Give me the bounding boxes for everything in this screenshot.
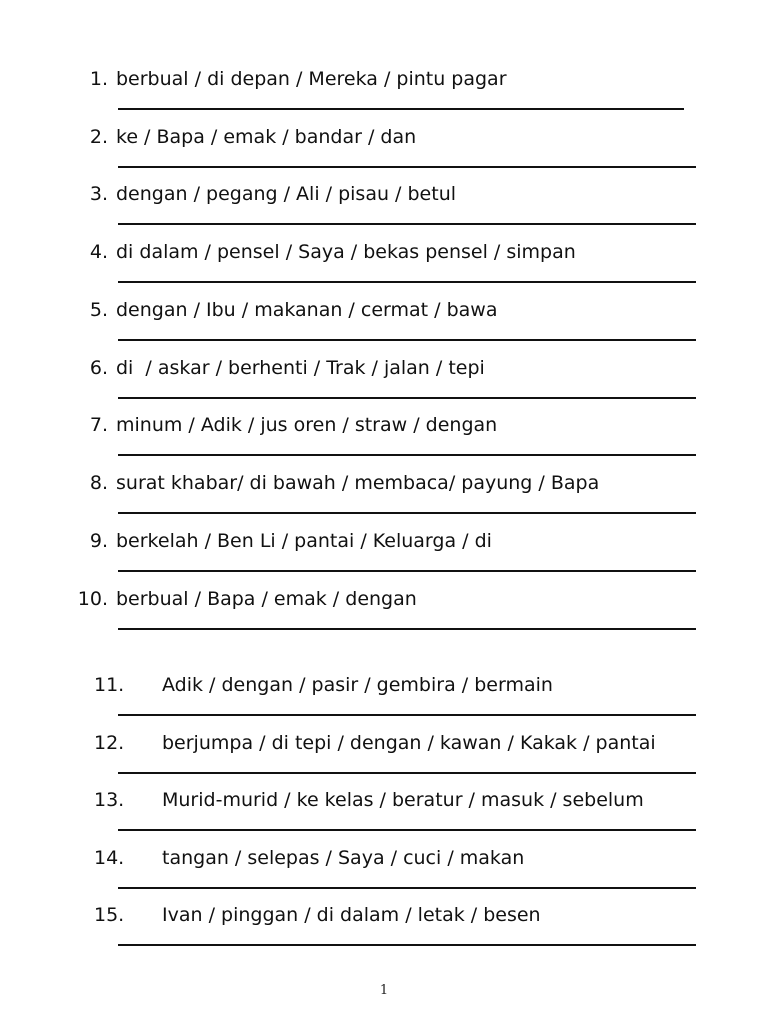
- exercise-item-12: [0, 730, 768, 788]
- item-number: 5.: [89, 299, 108, 321]
- answer-line[interactable]: [118, 223, 696, 225]
- item-number: 12.: [94, 732, 125, 754]
- item-word-list: surat khabar/ di bawah / membaca/ payung / Bapa: [116, 472, 600, 494]
- item-word-list: berbual / di depan / Mereka / pintu pagar: [116, 68, 507, 90]
- exercise-item-15: [0, 902, 768, 960]
- item-number: 8.: [89, 472, 108, 494]
- answer-line[interactable]: [118, 397, 696, 399]
- item-number: 14.: [94, 847, 125, 869]
- item-word-list: Adik / dengan / pasir / gembira / bermain: [162, 674, 553, 696]
- item-number: 1.: [89, 68, 108, 90]
- answer-line[interactable]: [118, 829, 696, 831]
- item-word-list: tangan / selepas / Saya / cuci / makan: [162, 847, 525, 869]
- exercise-item-8: [0, 470, 768, 528]
- exercise-item-7: [0, 412, 768, 470]
- item-word-list: ke / Bapa / emak / bandar / dan: [116, 126, 417, 148]
- item-word-list: dengan / Ibu / makanan / cermat / bawa: [116, 299, 498, 321]
- item-number: 6.: [89, 357, 108, 379]
- exercise-item-11: [0, 672, 768, 730]
- item-word-list: minum / Adik / jus oren / straw / dengan: [116, 414, 498, 436]
- exercise-item-6: [0, 355, 768, 413]
- exercise-item-14: [0, 845, 768, 903]
- item-number: 11.: [94, 674, 125, 696]
- answer-line[interactable]: [118, 281, 696, 283]
- item-number: 7.: [89, 414, 108, 436]
- item-word-list: di dalam / pensel / Saya / bekas pensel / simpan: [116, 241, 576, 263]
- item-word-list: dengan / pegang / Ali / pisau / betul: [116, 183, 457, 205]
- answer-line[interactable]: [118, 339, 696, 341]
- item-word-list: berkelah / Ben Li / pantai / Keluarga / di: [116, 530, 492, 552]
- item-word-list: di / askar / berhenti / Trak / jalan / tepi: [116, 357, 485, 379]
- exercise-item-1: [0, 66, 768, 124]
- item-number: 9.: [89, 530, 108, 552]
- answer-line[interactable]: [118, 512, 696, 514]
- answer-line[interactable]: [118, 887, 696, 889]
- exercise-item-10: [0, 586, 768, 644]
- item-number: 2.: [89, 126, 108, 148]
- answer-line[interactable]: [118, 108, 684, 110]
- answer-line[interactable]: [118, 714, 696, 716]
- exercise-item-3: [0, 181, 768, 239]
- exercise-item-9: [0, 528, 768, 586]
- exercise-item-5: [0, 297, 768, 355]
- item-word-list: berjumpa / di tepi / dengan / kawan / Kakak / pantai: [162, 732, 656, 754]
- exercise-item-2: [0, 124, 768, 182]
- item-word-list: berbual / Bapa / emak / dengan: [116, 588, 417, 610]
- answer-line[interactable]: [118, 570, 696, 572]
- exercise-item-4: [0, 239, 768, 297]
- item-word-list: Ivan / pinggan / di dalam / letak / besen: [162, 904, 541, 926]
- item-number: 13.: [94, 789, 125, 811]
- item-word-list: Murid-murid / ke kelas / beratur / masuk / sebelum: [162, 789, 644, 811]
- exercise-item-13: [0, 787, 768, 845]
- item-number: 3.: [89, 183, 108, 205]
- answer-line[interactable]: [118, 628, 696, 630]
- answer-line[interactable]: [118, 166, 696, 168]
- answer-line[interactable]: [118, 454, 696, 456]
- answer-line[interactable]: [118, 944, 696, 946]
- page-number: 1: [379, 983, 389, 998]
- answer-line[interactable]: [118, 772, 696, 774]
- item-number: 15.: [94, 904, 125, 926]
- item-number: 10.: [77, 588, 108, 610]
- item-number: 4.: [89, 241, 108, 263]
